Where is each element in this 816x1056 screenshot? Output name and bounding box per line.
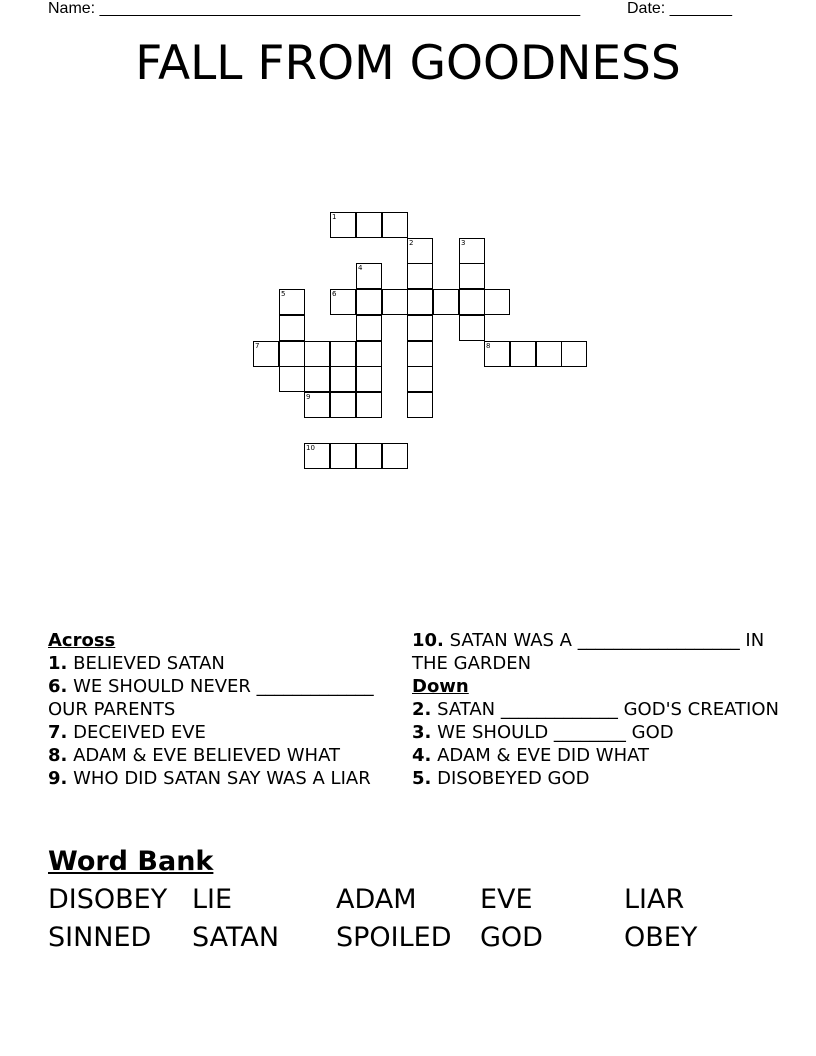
crossword-cell[interactable]: [330, 392, 356, 418]
clue-text: BELIEVED SATAN: [67, 653, 225, 674]
word-bank-word: OBEY: [624, 922, 698, 953]
clue-number: 5.: [412, 768, 432, 789]
clue-text: ADAM & EVE DID WHAT: [431, 745, 650, 766]
word-bank-word: EVE: [480, 884, 533, 915]
crossword-cell[interactable]: [330, 289, 356, 315]
crossword-cell[interactable]: [484, 289, 510, 315]
crossword-cell[interactable]: [356, 263, 382, 289]
clue-text: DECEIVED EVE: [67, 722, 206, 743]
clue-number: 4.: [412, 745, 432, 766]
clues-left-column: [48, 629, 388, 790]
crossword-cell[interactable]: [304, 392, 330, 418]
clue-text: WE SHOULD ________ GOD: [431, 722, 674, 743]
date-line: Date: _______: [627, 0, 732, 17]
crossword-cell[interactable]: [253, 341, 279, 367]
clue-across-9: [48, 767, 388, 790]
clue-number: 10.: [412, 630, 444, 651]
cell-number: 1: [332, 213, 337, 221]
crossword-cell[interactable]: [407, 263, 433, 289]
crossword-cell[interactable]: [407, 315, 433, 341]
cell-number: 5: [281, 290, 286, 298]
cell-number: 6: [332, 290, 337, 298]
crossword-cell[interactable]: [304, 341, 330, 367]
cell-number: 2: [409, 239, 414, 247]
crossword-cell[interactable]: [279, 289, 305, 315]
crossword-cell[interactable]: [356, 366, 382, 392]
word-bank-word: LIE: [192, 884, 233, 915]
crossword-cell[interactable]: [407, 341, 433, 367]
crossword-cell[interactable]: [356, 392, 382, 418]
clue-text: SATAN WAS A __________________ IN THE GARDEN: [412, 630, 765, 674]
across-heading: Across: [48, 630, 116, 651]
clue-number: 7.: [48, 722, 68, 743]
crossword-cell[interactable]: [407, 392, 433, 418]
crossword-cell[interactable]: [279, 341, 305, 367]
name-line: Name: ______________________________________________________: [48, 0, 581, 17]
crossword-cell[interactable]: [407, 289, 433, 315]
crossword-cell[interactable]: [356, 443, 382, 469]
word-bank-word: GOD: [480, 922, 543, 953]
crossword-cell[interactable]: [330, 341, 356, 367]
cell-number: 7: [255, 342, 260, 350]
clue-down-2: [412, 698, 782, 721]
clue-down-3: [412, 721, 782, 744]
crossword-cell[interactable]: [382, 212, 408, 238]
crossword-cell[interactable]: [356, 315, 382, 341]
crossword-cell[interactable]: [407, 238, 433, 264]
crossword-cell[interactable]: [279, 315, 305, 341]
clue-number: 8.: [48, 745, 68, 766]
clue-across-8: [48, 744, 388, 767]
clue-across-1: [48, 652, 388, 675]
clue-text: SATAN _____________ GOD'S CREATION: [431, 699, 779, 720]
crossword-cell[interactable]: [459, 289, 485, 315]
clue-number: 3.: [412, 722, 432, 743]
down-heading: Down: [412, 676, 469, 697]
word-bank-word: LIAR: [624, 884, 685, 915]
crossword-grid: [0, 0, 816, 480]
crossword-cell[interactable]: [459, 238, 485, 264]
word-bank-word: ADAM: [336, 884, 417, 915]
crossword-cell[interactable]: [510, 341, 536, 367]
crossword-cell[interactable]: [330, 212, 356, 238]
clue-across-6: [48, 675, 388, 721]
crossword-cell[interactable]: [561, 341, 587, 367]
cell-number: 8: [486, 342, 491, 350]
crossword-cell[interactable]: [536, 341, 562, 367]
crossword-cell[interactable]: [330, 366, 356, 392]
clue-number: 2.: [412, 699, 432, 720]
clue-text: ADAM & EVE BELIEVED WHAT: [67, 745, 341, 766]
clue-number: 9.: [48, 768, 68, 789]
crossword-cell[interactable]: [484, 341, 510, 367]
cell-number: 4: [358, 264, 363, 272]
word-bank-word: SINNED: [48, 922, 152, 953]
clue-number: 1.: [48, 653, 68, 674]
clue-down-4: [412, 744, 782, 767]
crossword-cell[interactable]: [356, 212, 382, 238]
word-bank-word: SPOILED: [336, 922, 452, 953]
crossword-cell[interactable]: [407, 366, 433, 392]
clue-number: 6.: [48, 676, 68, 697]
word-bank-word: SATAN: [192, 922, 280, 953]
crossword-cell[interactable]: [382, 289, 408, 315]
clue-text: WE SHOULD NEVER _____________ OUR PARENTS: [48, 676, 374, 720]
crossword-cell[interactable]: [356, 289, 382, 315]
clue-across-10: [412, 629, 782, 675]
cell-number: 9: [306, 393, 311, 401]
word-bank-word: DISOBEY: [48, 884, 168, 915]
cell-number: 3: [461, 239, 466, 247]
crossword-cell[interactable]: [433, 289, 459, 315]
clue-across-7: [48, 721, 388, 744]
crossword-cell[interactable]: [356, 341, 382, 367]
page-title: FALL FROM GOODNESS: [135, 36, 681, 91]
clue-down-5: [412, 767, 782, 790]
crossword-cell[interactable]: [304, 443, 330, 469]
crossword-cell[interactable]: [279, 366, 305, 392]
cell-number: 10: [306, 444, 315, 452]
clue-text: DISOBEYED GOD: [431, 768, 590, 789]
clue-text: WHO DID SATAN SAY WAS A LIAR: [67, 768, 371, 789]
crossword-cell[interactable]: [459, 315, 485, 341]
word-bank-title: Word Bank: [48, 846, 214, 877]
crossword-cell[interactable]: [304, 366, 330, 392]
crossword-cell[interactable]: [330, 443, 356, 469]
crossword-cell[interactable]: [459, 263, 485, 289]
crossword-cell[interactable]: [382, 443, 408, 469]
clues-right-column: [412, 629, 782, 790]
